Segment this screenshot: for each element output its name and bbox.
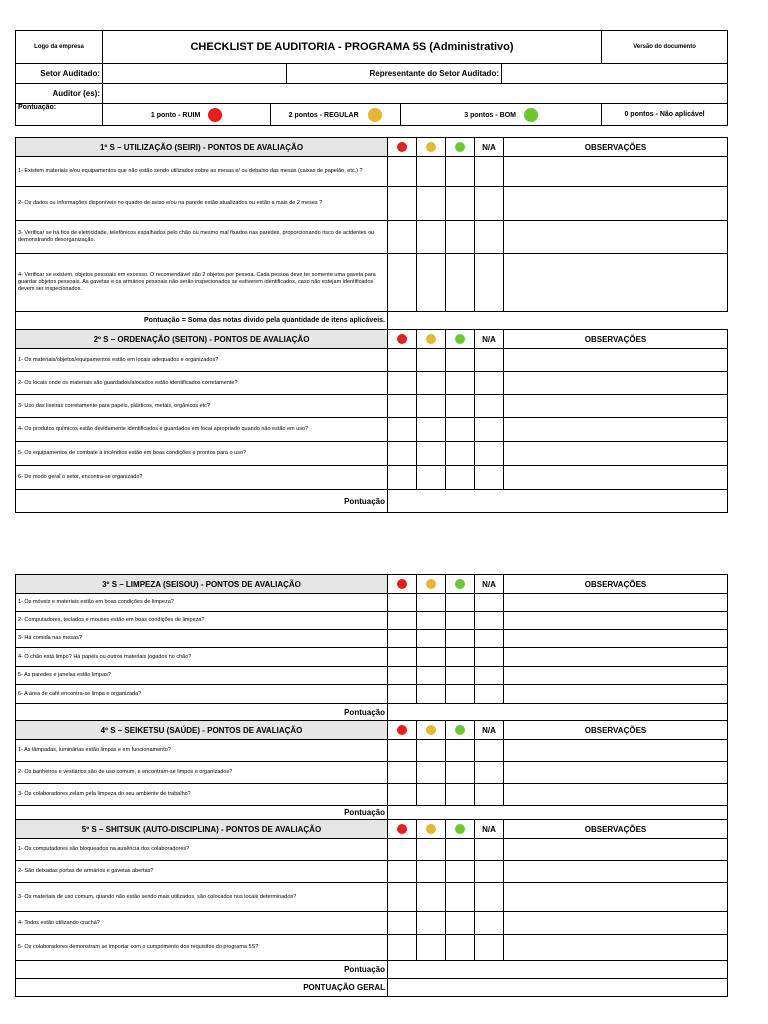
s4-title: 4º S – SEIKETSU (SAÚDE) - PONTOS DE AVALIAÇÃO: [16, 721, 388, 740]
score-na-cell[interactable]: [475, 839, 504, 861]
score-regular-cell[interactable]: [417, 418, 446, 442]
s3-item-3: 3- Há comida nas mesas?: [16, 630, 388, 648]
happy-face-icon: [524, 108, 538, 122]
s5-header-row: [16, 820, 728, 839]
s3-item-4: 4- O chão está limpo? Há papéis ou outros materiais jogados no chão?: [16, 648, 388, 667]
score-ruim-cell[interactable]: [388, 418, 417, 442]
neutral-face-icon: [426, 725, 436, 735]
score-bom-cell[interactable]: [446, 418, 475, 442]
s4-item-2: 2- Os banheiros e vestiários são de uso comum, e encontram-se limpos e organizados?: [16, 762, 388, 784]
observacoes-cell[interactable]: [504, 861, 728, 883]
score-na-cell[interactable]: [475, 685, 504, 704]
score-regular-cell[interactable]: [417, 221, 446, 254]
header-table: [15, 30, 728, 126]
s4-header-row: [16, 721, 728, 740]
table-row: [16, 667, 728, 685]
score-ruim-cell[interactable]: [388, 466, 417, 490]
observacoes-cell[interactable]: [504, 883, 728, 912]
score-bom-cell[interactable]: [446, 667, 475, 685]
score-na-cell[interactable]: [475, 935, 504, 961]
observacoes-cell[interactable]: [504, 442, 728, 466]
sad-face-icon: [208, 108, 222, 122]
score-bom-cell[interactable]: [446, 740, 475, 762]
score-regular-cell[interactable]: [417, 630, 446, 648]
score-bom-cell[interactable]: [446, 861, 475, 883]
neutral-face-icon: [426, 579, 436, 589]
score-regular-cell[interactable]: [417, 442, 446, 466]
table-row: [16, 612, 728, 630]
score-na-cell[interactable]: [475, 630, 504, 648]
sad-face-icon: [397, 824, 407, 834]
na-column-header: N/A: [475, 820, 504, 839]
legend-ruim: [103, 104, 271, 126]
score-na-cell[interactable]: [475, 612, 504, 630]
observacoes-cell[interactable]: [504, 466, 728, 490]
observacoes-cell[interactable]: [504, 648, 728, 667]
neutral-face-icon: [426, 142, 436, 152]
observacoes-cell[interactable]: [504, 685, 728, 704]
table-row: [16, 349, 728, 372]
table-row: [16, 221, 728, 254]
table-row: [16, 630, 728, 648]
s3-item-2: 2- Computadores, teclados e mouses estão em boas condições de limpeza?: [16, 612, 388, 630]
score-ruim-cell[interactable]: [388, 912, 417, 935]
s2-header-row: [16, 330, 728, 349]
score-bom-cell[interactable]: [446, 912, 475, 935]
s1-item-1: 1- Existem materiais e/ou equipamentos que não estão sendo utilizados sobre as mesas e/ ou debaixo das mesas (caixas de papelão, etc.) ?: [16, 157, 388, 187]
table-row: [16, 784, 728, 806]
table-row: [16, 762, 728, 784]
score-na-cell[interactable]: [475, 667, 504, 685]
score-regular-cell[interactable]: [417, 784, 446, 806]
score-regular-cell[interactable]: [417, 685, 446, 704]
score-na-cell[interactable]: [475, 442, 504, 466]
observacoes-header: OBSERVAÇÕES: [504, 330, 728, 349]
s1-item-2: 2- Os dados ou informações disponíveis no quadro de aviso e/ou na parede estão atualizados ou estão a mais de 2 meses ?: [16, 187, 388, 221]
table-row: [16, 839, 728, 861]
score-regular-cell[interactable]: [417, 372, 446, 395]
score-ruim-cell[interactable]: [388, 784, 417, 806]
table-row: [16, 466, 728, 490]
table-row: [16, 883, 728, 912]
sad-face-icon: [397, 725, 407, 735]
observacoes-cell[interactable]: [504, 594, 728, 612]
score-ruim-cell[interactable]: [388, 762, 417, 784]
score-bom-cell[interactable]: [446, 612, 475, 630]
page-title: CHECKLIST DE AUDITORIA - PROGRAMA 5S (Administrativo): [103, 31, 602, 64]
s2-item-4: 4- Os produtos químicos estão devidamente identificados e guardados em local apropriado quando não estão em uso?: [16, 418, 388, 442]
table-row: [16, 740, 728, 762]
score-ruim-cell[interactable]: [388, 685, 417, 704]
table-row: [16, 861, 728, 883]
s1-score-row: [16, 312, 728, 330]
score-regular-cell[interactable]: [417, 254, 446, 312]
score-regular-cell[interactable]: [417, 395, 446, 418]
score-bom-cell[interactable]: [446, 157, 475, 187]
score-bom-cell[interactable]: [446, 442, 475, 466]
score-ruim-cell[interactable]: [388, 935, 417, 961]
observacoes-cell[interactable]: [504, 221, 728, 254]
score-na-cell[interactable]: [475, 648, 504, 667]
table-row: [16, 418, 728, 442]
s5-score-label: Pontuação: [16, 961, 388, 979]
score-regular-cell[interactable]: [417, 912, 446, 935]
score-bom-cell[interactable]: [446, 685, 475, 704]
pontuacao-label: Pontuação:: [16, 104, 103, 126]
score-ruim-cell[interactable]: [388, 395, 417, 418]
table-row: [16, 685, 728, 704]
section-table-1-2: [15, 137, 728, 513]
score-bom-cell[interactable]: [446, 594, 475, 612]
score-na-cell[interactable]: [475, 861, 504, 883]
s2-item-1: 1- Os materiais/objetos/equipamentos estão em locais adequados e organizados?: [16, 349, 388, 372]
s3-item-6: 6- A área de café encontra-se limpa e organizada?: [16, 685, 388, 704]
score-regular-cell[interactable]: [417, 187, 446, 221]
score-regular-cell[interactable]: [417, 839, 446, 861]
score-regular-cell[interactable]: [417, 935, 446, 961]
s4-item-1: 1- As lâmpadas, luminárias estão limpas e em funcionamento?: [16, 740, 388, 762]
legend-bom: [401, 104, 602, 126]
observacoes-cell[interactable]: [504, 254, 728, 312]
auditor-field[interactable]: [103, 84, 728, 104]
score-bom-cell[interactable]: [446, 466, 475, 490]
s5-item-1: 1- Os computadores são bloqueados na ausência dos colaboradores?: [16, 839, 388, 861]
table-row: [16, 648, 728, 667]
s3-score-field[interactable]: [388, 704, 728, 721]
score-bom-cell[interactable]: [446, 935, 475, 961]
score-ruim-cell[interactable]: [388, 221, 417, 254]
score-na-cell[interactable]: [475, 221, 504, 254]
score-bom-cell[interactable]: [446, 395, 475, 418]
observacoes-cell[interactable]: [504, 612, 728, 630]
observacoes-cell[interactable]: [504, 157, 728, 187]
s2-score-row: [16, 490, 728, 513]
table-row: [16, 594, 728, 612]
observacoes-cell[interactable]: [504, 418, 728, 442]
na-column-header: N/A: [475, 575, 504, 594]
general-score-label: PONTUAÇÃO GERAL: [16, 979, 388, 997]
score-regular-cell[interactable]: [417, 648, 446, 667]
observacoes-header: OBSERVAÇÕES: [504, 721, 728, 740]
score-regular-cell[interactable]: [417, 349, 446, 372]
observacoes-header: OBSERVAÇÕES: [504, 820, 728, 839]
table-row: [16, 935, 728, 961]
observacoes-cell[interactable]: [504, 395, 728, 418]
score-na-cell[interactable]: [475, 349, 504, 372]
s1-title: 1º S – UTILIZAÇÃO (SEIRI) - PONTOS DE AVALIAÇÃO: [16, 138, 388, 157]
score-bom-cell[interactable]: [446, 372, 475, 395]
s5-item-4: 4- Todos estão utilizando crachá?: [16, 912, 388, 935]
observacoes-cell[interactable]: [504, 784, 728, 806]
observacoes-cell[interactable]: [504, 187, 728, 221]
score-regular-cell[interactable]: [417, 612, 446, 630]
score-regular-cell[interactable]: [417, 594, 446, 612]
table-row: [16, 912, 728, 935]
score-bom-cell[interactable]: [446, 648, 475, 667]
sad-face-icon: [397, 142, 407, 152]
score-regular-cell[interactable]: [417, 157, 446, 187]
score-ruim-cell[interactable]: [388, 648, 417, 667]
s2-score-label: Pontuação: [16, 490, 388, 513]
legend-regular: [271, 104, 401, 126]
observacoes-cell[interactable]: [504, 839, 728, 861]
neutral-face-icon: [368, 108, 382, 122]
table-row: [16, 157, 728, 187]
setor-auditado-field[interactable]: [103, 64, 287, 84]
document-version: Versão do documento: [602, 31, 728, 64]
s5-item-2: 2- São deixadas portas de armários e gavetas abertas?: [16, 861, 388, 883]
score-na-cell[interactable]: [475, 912, 504, 935]
score-ruim-cell[interactable]: [388, 740, 417, 762]
s2-title: 2º S – ORDENAÇÃO (SEITON) - PONTOS DE AVALIAÇÃO: [16, 330, 388, 349]
observacoes-cell[interactable]: [504, 667, 728, 685]
s5-score-field[interactable]: [388, 961, 728, 979]
score-na-cell[interactable]: [475, 157, 504, 187]
observacoes-cell[interactable]: [504, 935, 728, 961]
s4-score-row: [16, 806, 728, 820]
general-score-row: [16, 979, 728, 997]
table-row: [16, 395, 728, 418]
score-ruim-cell[interactable]: [388, 187, 417, 221]
s1-score-label: Pontuação = Soma das notas divido pela quantidade de itens aplicáveis.: [16, 312, 388, 330]
representante-label: Representante do Setor Auditado:: [287, 64, 502, 84]
happy-face-icon: [455, 725, 465, 735]
score-bom-cell[interactable]: [446, 221, 475, 254]
s4-item-3: 3- Os colaboradores zelam pela limpeza do seu ambiente de trabalho?: [16, 784, 388, 806]
na-column-header: N/A: [475, 330, 504, 349]
score-ruim-cell[interactable]: [388, 594, 417, 612]
s2-item-6: 6- De modo geral o setor, encontra-se organizado?: [16, 466, 388, 490]
score-bom-cell[interactable]: [446, 762, 475, 784]
score-regular-cell[interactable]: [417, 861, 446, 883]
s2-item-3: 3- Uso das lixeiras corretamente para papéis, plásticos, metais, orgânicos etc?: [16, 395, 388, 418]
s3-item-1: 1- Os móveis e materiais estão em boas condições de limpeza?: [16, 594, 388, 612]
score-bom-cell[interactable]: [446, 187, 475, 221]
s3-header-row: [16, 575, 728, 594]
na-column-header: N/A: [475, 138, 504, 157]
logo-placeholder: Logo da empresa: [16, 31, 103, 64]
sad-face-icon: [397, 334, 407, 344]
s3-score-label: Pontuação: [16, 704, 388, 721]
s5-item-3: 3- Os materiais de uso comum, quando não estão sendo mais utilizados, são colocados nos locais determinados?: [16, 883, 388, 912]
score-na-cell[interactable]: [475, 466, 504, 490]
happy-face-icon: [455, 579, 465, 589]
s4-score-field[interactable]: [388, 806, 728, 820]
s2-item-5: 5- Os equipamentos de combate à incêndios estão em boas condições e prontos para o uso?: [16, 442, 388, 466]
table-row: [16, 187, 728, 221]
score-ruim-cell[interactable]: [388, 349, 417, 372]
legend-regular-text: 2 pontos - REGULAR: [288, 111, 359, 119]
score-ruim-cell[interactable]: [388, 839, 417, 861]
score-bom-cell[interactable]: [446, 254, 475, 312]
observacoes-header: OBSERVAÇÕES: [504, 575, 728, 594]
score-ruim-cell[interactable]: [388, 861, 417, 883]
s5-score-row: [16, 961, 728, 979]
s1-item-3: 3- Verificar se há fios de eletricidade, telefônicos espalhados pelo chão ou mesmo mal fixados nas paredes, proporcionando risco de acidentes ou demonstrando desorganização.: [16, 221, 388, 254]
neutral-face-icon: [426, 334, 436, 344]
score-regular-cell[interactable]: [417, 466, 446, 490]
score-regular-cell[interactable]: [417, 762, 446, 784]
happy-face-icon: [455, 142, 465, 152]
score-na-cell[interactable]: [475, 883, 504, 912]
score-bom-cell[interactable]: [446, 839, 475, 861]
score-ruim-cell[interactable]: [388, 157, 417, 187]
legend-ruim-text: 1 ponto - RUIM: [150, 111, 201, 119]
table-row: [16, 442, 728, 466]
observacoes-cell[interactable]: [504, 372, 728, 395]
score-ruim-cell[interactable]: [388, 372, 417, 395]
score-ruim-cell[interactable]: [388, 442, 417, 466]
score-na-cell[interactable]: [475, 740, 504, 762]
neutral-face-icon: [426, 824, 436, 834]
sad-face-icon: [397, 579, 407, 589]
table-row: [16, 372, 728, 395]
score-regular-cell[interactable]: [417, 883, 446, 912]
representante-field[interactable]: [502, 64, 728, 84]
score-ruim-cell[interactable]: [388, 883, 417, 912]
score-bom-cell[interactable]: [446, 349, 475, 372]
s3-score-row: [16, 704, 728, 721]
score-regular-cell[interactable]: [417, 740, 446, 762]
score-na-cell[interactable]: [475, 187, 504, 221]
score-bom-cell[interactable]: [446, 883, 475, 912]
s4-score-label: Pontuação: [16, 806, 388, 820]
score-ruim-cell[interactable]: [388, 254, 417, 312]
score-ruim-cell[interactable]: [388, 630, 417, 648]
score-ruim-cell[interactable]: [388, 612, 417, 630]
score-na-cell[interactable]: [475, 372, 504, 395]
score-na-cell[interactable]: [475, 594, 504, 612]
general-score-field[interactable]: [388, 979, 728, 997]
score-na-cell[interactable]: [475, 418, 504, 442]
na-column-header: N/A: [475, 721, 504, 740]
s3-title: 3º S – LIMPEZA (SEISOU) - PONTOS DE AVALIAÇÃO: [16, 575, 388, 594]
happy-face-icon: [455, 334, 465, 344]
legend-na: 0 pontos - Não aplicável: [602, 104, 728, 126]
s1-header-row: [16, 138, 728, 157]
observacoes-cell[interactable]: [504, 740, 728, 762]
observacoes-cell[interactable]: [504, 630, 728, 648]
s5-title: 5º S – SHITSUK (AUTO-DISCIPLINA) - PONTOS DE AVALIAÇÃO: [16, 820, 388, 839]
observacoes-cell[interactable]: [504, 912, 728, 935]
observacoes-cell[interactable]: [504, 349, 728, 372]
s2-score-field[interactable]: [388, 490, 728, 513]
s2-item-2: 2- Os locais onde os materiais são guardados/alocados estão identificados corretamente?: [16, 372, 388, 395]
happy-face-icon: [455, 824, 465, 834]
section-table-3-5: [15, 574, 728, 997]
score-bom-cell[interactable]: [446, 784, 475, 806]
score-na-cell[interactable]: [475, 395, 504, 418]
score-regular-cell[interactable]: [417, 667, 446, 685]
score-na-cell[interactable]: [475, 762, 504, 784]
table-row: [16, 254, 728, 312]
score-na-cell[interactable]: [475, 784, 504, 806]
observacoes-cell[interactable]: [504, 762, 728, 784]
observacoes-header: OBSERVAÇÕES: [504, 138, 728, 157]
score-na-cell[interactable]: [475, 254, 504, 312]
score-bom-cell[interactable]: [446, 630, 475, 648]
score-ruim-cell[interactable]: [388, 667, 417, 685]
setor-auditado-label: Setor Auditado:: [16, 64, 103, 84]
auditor-label: Auditor (es):: [16, 84, 103, 104]
s1-item-4: 4- Verificar se existem, objetos pessoais em excesso. O recomendável são 2 objetos por pessoa. Cada pessoa deve ter somente uma gaveta para guardar objetos pessoais. As gavetas e os armários pessoais não serão inspecionados se estiverem identificados, caso não estejam identificados devem ser inspecionados.: [16, 254, 388, 312]
s5-item-5: 5- Os colaboradores demonstram se importar com o cumprimento dos requisitos do programa 5S?: [16, 935, 388, 961]
legend-bom-text: 3 pontos - BOM: [464, 111, 516, 119]
s3-item-5: 5- As paredes e janelas estão limpas?: [16, 667, 388, 685]
